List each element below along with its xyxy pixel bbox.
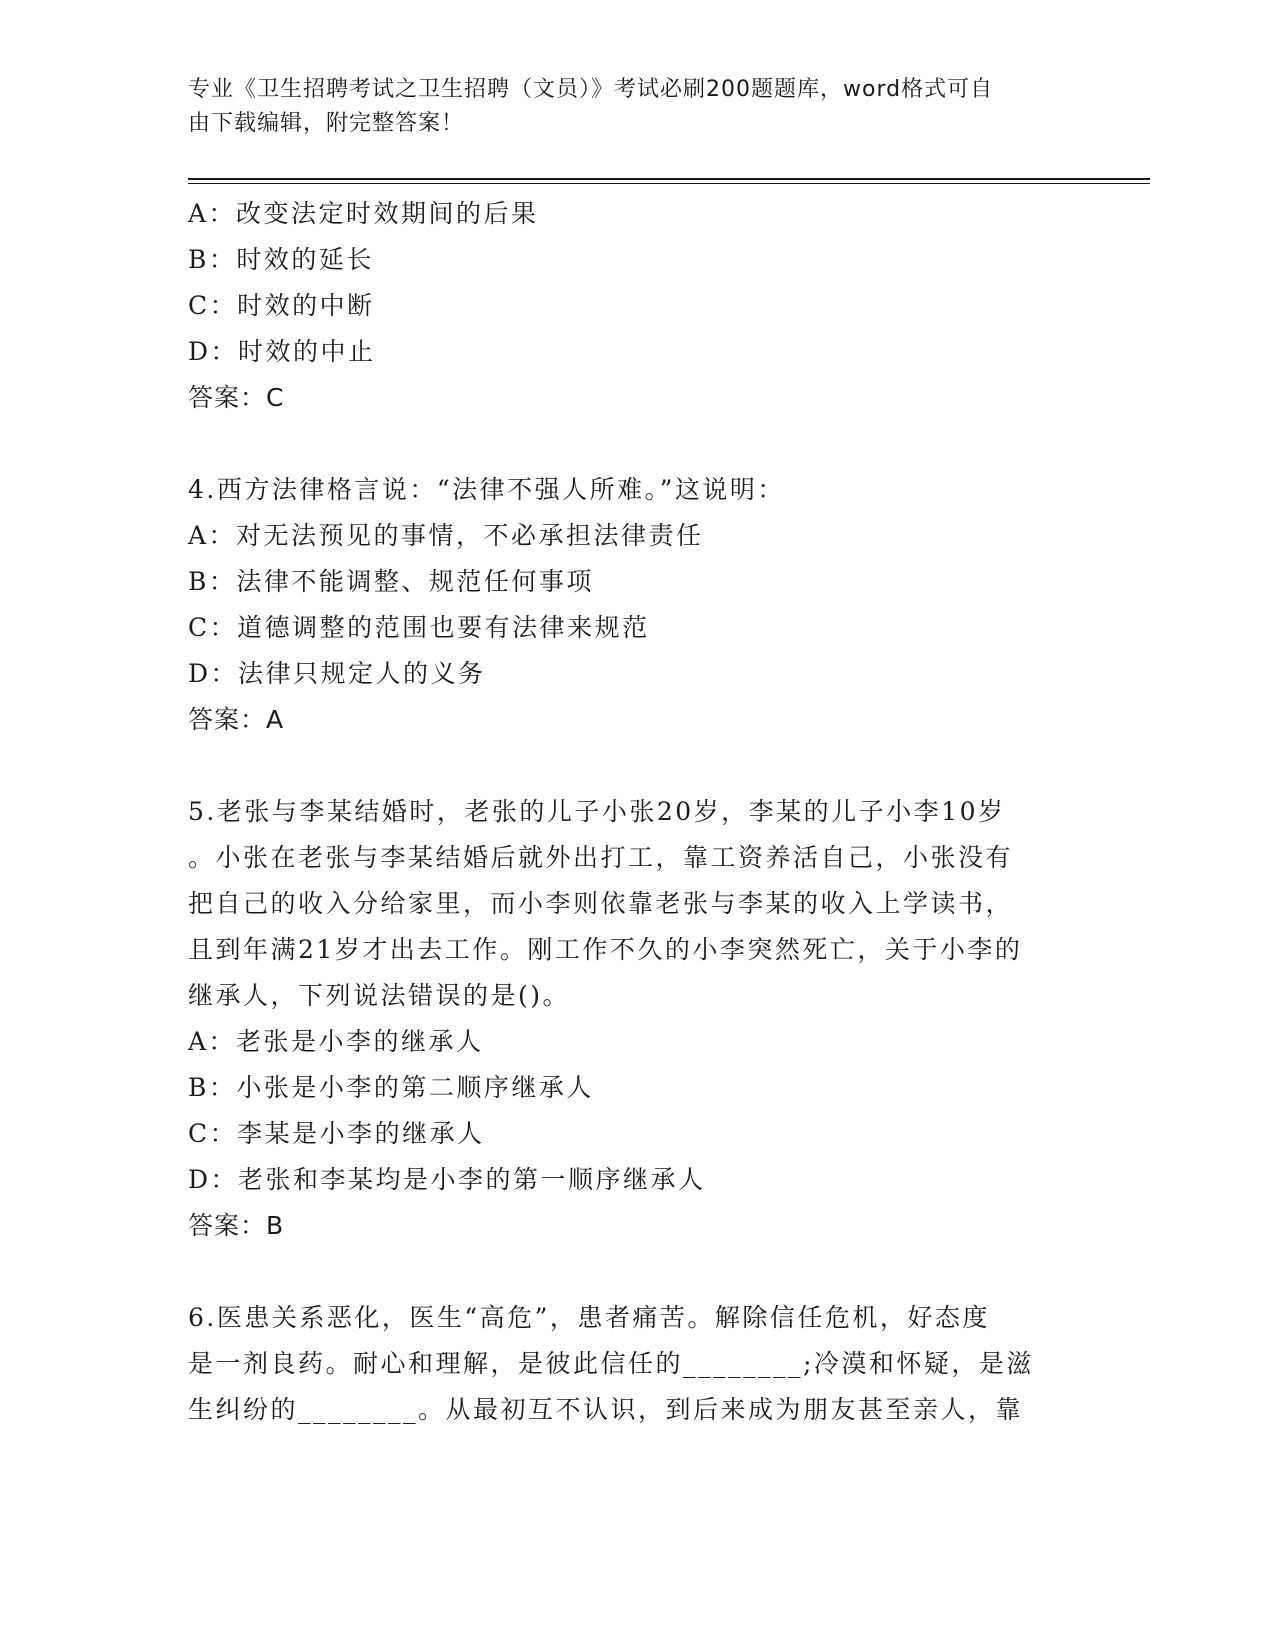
spacer: [188, 1249, 1088, 1295]
option-c: C：时效的中断: [188, 291, 375, 320]
spacer: [188, 421, 1088, 467]
option-d: D：时效的中止: [188, 337, 376, 366]
question-list: [188, 191, 1088, 1433]
option-c: C：李某是小李的继承人: [188, 1119, 485, 1148]
question-stem-line-1: 6.医患关系恶化，医生“高危”，患者痛苦。解除信任危机，好态度: [188, 1303, 990, 1332]
spacer: [188, 743, 1088, 789]
question-stem-line-2: 。小张在老张与李某结婚后就外出打工，靠工资养活自己，小张没有: [188, 843, 1014, 872]
option-b: B：小张是小李的第二顺序继承人: [188, 1073, 594, 1102]
question-6: [188, 1295, 1088, 1433]
document-header: [188, 73, 1078, 141]
option-c: C：道德调整的范围也要有法律来规范: [188, 613, 650, 642]
answer-line: 答案：B: [188, 1211, 285, 1240]
option-a: A：老张是小李的继承人: [188, 1027, 484, 1056]
question-stem-line-2: 是一剂良药。耐心和理解，是彼此信任的________;冷漠和怀疑，是滋: [188, 1349, 1034, 1378]
question-stem-line-5: 继承人，下列说法错误的是()。: [188, 981, 571, 1010]
question-stem-line-3: 把自己的收入分给家里，而小李则依靠老张与李某的收入上学读书，: [188, 889, 1014, 918]
answer-line: 答案：C: [188, 383, 285, 412]
option-b: B：法律不能调整、规范任何事项: [188, 567, 594, 596]
option-a: A：对无法预见的事情，不必承担法律责任: [188, 521, 704, 550]
question-3: [188, 191, 1088, 421]
question-stem-line-1: 5.老张与李某结婚时，老张的儿子小张20岁，李某的儿子小李10岁: [188, 797, 1006, 826]
option-a: A：改变法定时效期间的后果: [188, 199, 539, 228]
question-stem: 4.西方法律格言说：“法律不强人所难。”这说明：: [188, 475, 785, 504]
header-divider-thin: [188, 183, 1150, 184]
header-divider-thick: [188, 178, 1150, 180]
option-b: B：时效的延长: [188, 245, 374, 274]
question-5: [188, 789, 1088, 1249]
header-line-2: 由下载编辑，附完整答案！: [188, 111, 465, 136]
answer-line: 答案：A: [188, 705, 285, 734]
question-stem-line-4: 且到年满21岁才出去工作。刚工作不久的小李突然死亡，关于小李的: [188, 935, 1023, 964]
header-line-1: 专业《卫生招聘考试之卫生招聘（文员）》考试必刷200题题库，word格式可自: [188, 77, 994, 102]
question-4: [188, 467, 1088, 743]
option-d: D：法律只规定人的义务: [188, 659, 486, 688]
question-stem-line-3: 生纠纷的________。从最初互不认识，到后来成为朋友甚至亲人，靠: [188, 1395, 1024, 1424]
option-d: D：老张和李某均是小李的第一顺序继承人: [188, 1165, 706, 1194]
